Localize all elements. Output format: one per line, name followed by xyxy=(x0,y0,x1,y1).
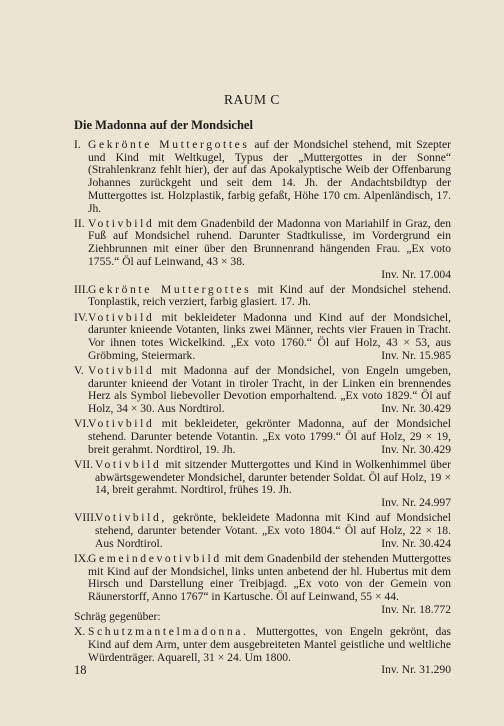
entry-keyword: Gekrönte Muttergottes xyxy=(88,282,252,296)
catalog-entry xyxy=(74,218,451,282)
page-number: 18 xyxy=(74,663,87,677)
entry-text: auf der Mondsichel stehend, mit Szepter und Kind mit Weltkugel, Typus der „Muttergottes in der Sonne“ (Strahlenkranz fehlt hier), der auf das Apokalyptische Weib der Offenbarung Johannes zurückgeht und seit dem 14. Jh. der Andachtsbildtyp der Muttergottes ist. Holzplastik, farbig gefaßt, Höhe 170 cm. Alpenländisch, 17. Jh. xyxy=(88,138,451,215)
entry-text: mit sitzender Muttergottes und Kind in Wolkenhimmel über abwärtsgewendeter Mondsichel, darunter betender Soldat. Öl auf Holz, 19 × 14, breit gerahmt. Nordtirol, frühes 19. Jh. xyxy=(95,457,451,497)
room-title: RAUM C xyxy=(224,92,280,107)
catalog-entry xyxy=(74,312,451,363)
inventory-number: Inv. Nr. 30.424 xyxy=(381,536,451,550)
entry-number: II. xyxy=(74,216,85,230)
entry-number: V. xyxy=(74,363,84,377)
location-note: Schräg gegenüber: xyxy=(74,609,161,623)
catalog-entries xyxy=(74,139,451,680)
entry-number: VIII. xyxy=(74,511,97,525)
catalog-entry xyxy=(74,459,451,510)
inventory-number: Inv. Nr. 24.997 xyxy=(381,495,451,509)
entry-number: IV. xyxy=(74,310,88,324)
entry-keyword: Votivbild xyxy=(88,216,155,230)
entry-keyword: Votivbild xyxy=(88,310,155,324)
entry-text: mit dem Gnadenbild der stehenden Muttergottes mit Kind auf der Mondsichel, links unten anbetend der hl. Hubertus mit dem Hirsch und Darstellung einer Treibjagd. „Ex voto von der Gemein von Räunerstorff, Anno 1767“ in Kartusche. Öl auf Leinwand, 55 × 44. xyxy=(88,551,451,603)
catalog-entry xyxy=(74,418,451,456)
entry-number: VII. xyxy=(74,457,93,471)
entry-text: mit bekleideter Madonna und Kind auf der Mondsichel, darunter knieende Votanten, links zwei Männer, rechts vier Frauen in Tracht. Vor ihnen totes Wickelkind. „Ex voto 1760.“ Öl auf Holz, 43 × 53, aus Gröbming, Steiermark. xyxy=(88,310,451,362)
catalog-entry xyxy=(74,365,451,416)
entry-keyword: Gemeindevotivbild xyxy=(88,551,222,565)
catalog-entry xyxy=(74,626,451,677)
entry-number: IX. xyxy=(74,551,90,565)
section-title: Die Madonna auf der Mondsichel xyxy=(74,118,253,132)
entry-keyword: Votivbild xyxy=(88,363,155,377)
inventory-number: Inv. Nr. 15.985 xyxy=(381,348,451,362)
catalog-entry xyxy=(74,284,451,309)
entry-text: gekrönte, bekleidete Madonna mit Kind auf Mondsichel stehend, darunter betender Votant. „Ex voto 1804.“ Öl auf Holz, 22 × 18. Aus Nordtirol. xyxy=(95,511,452,550)
entry-text: mit dem Gnadenbild der Madonna von Mariahilf in Graz, den Fuß auf Mondsichel ruhend. Darunter Stadtkulisse, im Vordergrund ein Ziehbrunnen mit einer über den Brunnenrand hängenden Frau. „Ex voto 1755.“ Öl auf Leinwand, 43 × 38. xyxy=(88,216,451,268)
entry-text: mit Kind auf der Mondsichel stehend. Tonplastik, reich verziert, farbig glasiert. 17. Jh. xyxy=(88,282,451,309)
entry-text: mit bekleideter, gekrönter Madonna, auf der Mondsichel stehend. Darunter betende Votantin. „Ex voto 1799.“ Öl auf Holz, 29 × 19, breit gerahmt. Nordtirol, 19. Jh. xyxy=(88,417,451,456)
entry-text: Muttergottes, von Engeln gekrönt, das Kind auf dem Arm, unter dem ausgebreiteten Mantel geistliche und weltliche Würdenträger. Aquarell, 31 × 24. Um 1800. xyxy=(88,625,451,664)
entry-keyword: Schutzmantelmadonna. xyxy=(88,625,249,639)
catalog-entry xyxy=(74,512,451,550)
entry-number: X. xyxy=(74,625,86,639)
inventory-number: Inv. Nr. 30.429 xyxy=(381,402,451,416)
catalog-entry xyxy=(74,139,451,215)
entry-text: mit Madonna auf der Mondsichel, von Engeln umgeben, darunter knieend der Votant in tiroler Tracht, in der Linken ein brennendes Herz als Symbol liebevoller Devotion emporhaltend. „Ex voto 1829.“ Öl auf Holz, 34 × 30. Aus Nordtirol. xyxy=(88,363,451,416)
inventory-number: Inv. Nr. 30.429 xyxy=(381,442,451,456)
entry-keyword: Votivbild xyxy=(95,457,162,471)
inventory-number: Inv. Nr. 31.290 xyxy=(381,663,451,677)
entry-keyword: Votivbild xyxy=(88,417,155,431)
entry-number: VI. xyxy=(74,417,90,431)
entry-keyword: Gekrönte Muttergottes xyxy=(88,138,250,151)
entry-number: III. xyxy=(74,282,89,296)
entry-number: I. xyxy=(74,138,81,151)
inventory-number: Inv. Nr. 18.772 xyxy=(381,602,451,616)
entry-keyword: Votivbild, xyxy=(95,511,167,525)
inventory-number: Inv. Nr. 17.004 xyxy=(381,267,451,281)
